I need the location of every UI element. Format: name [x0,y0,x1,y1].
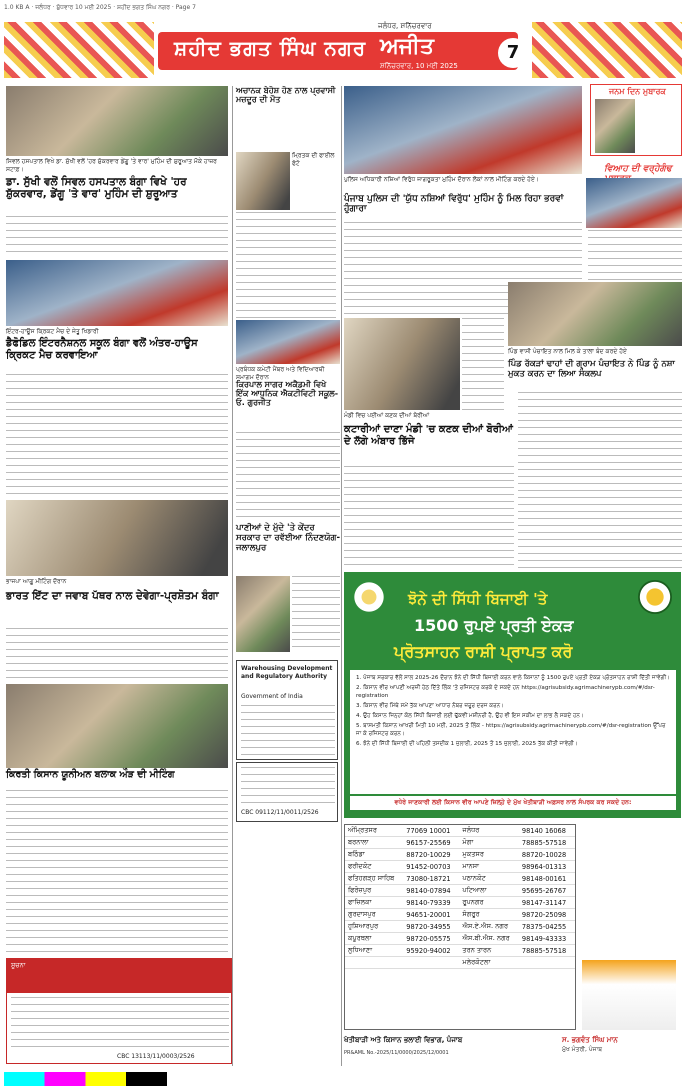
contact-district: ਮੁਕਤਸਰ [459,849,518,861]
story4-caption: ਇੰਟਰ-ਹਾਊਸ ਕ੍ਰਿਕਟ ਮੈਚ ਦੇ ਜੇਤੂ ਖਿਡਾਰੀ [6,328,99,335]
contact-phone: 98149-43333 [519,933,575,945]
photo-jalalpur [236,576,290,652]
contact-phone: 77069 10001 [403,825,459,837]
contact-row [345,825,575,837]
cm-name [562,1036,682,1054]
ad-point: 3. ਕਿਸਾਨ ਵੀਰ ਮਿੱਥੇ ਸਮੇਂ ਤੱਕ ਆਪਣਾ ਆਧਾਰ ਨੰਬਰ ਜ਼ਰੂਰ ਦਰਜ ਕਰਨ। [356,703,504,709]
public-notice-body [11,997,229,1051]
contact-row [345,885,575,897]
tender-notice-text [236,762,338,822]
contact-row [345,849,575,861]
story2-caption: ਮ੍ਰਿਤਕ ਦੀ ਫਾਈਲ ਫੋਟੋ [292,152,335,167]
contact-phone: 91452-00703 [403,861,459,873]
ad-point: 5. ਬਾਸਮਤੀ ਕਿਸਾਨ ਆਖਰੀ ਮਿਤੀ 10 ਮਈ, 2025 ਤੋਂ ਲਿੰਕ - https://agrisubsidy.agrimachinerypb.com/#/dsr-registration ਉੱਪਰ ਜਾ ਕੇ ਰਜਿਸਟਰ ਕਰਨ। [356,723,666,737]
contact-row [345,957,575,969]
contact-row [345,945,575,957]
story2-body [236,212,336,322]
story5-body [236,432,340,520]
public-notice-box [6,958,232,1064]
masthead-place: ਜਲੰਧਰ, ਸ਼ਨਿੱਚਰਵਾਰ [378,22,432,30]
contact-row [345,897,575,909]
ad-department: ਖੇਤੀਬਾੜੀ ਅਤੇ ਕਿਸਾਨ ਭਲਾਈ ਵਿਭਾਗ, ਪੰਜਾਬ [344,1036,463,1044]
contact-district: ਬਰਨਾਲਾ [345,837,403,849]
story7-caption: ਪਿੰਡ ਵਾਸੀ ਪੰਚਾਇਤ ਨਾਲ ਮਿਲ ਕੇ ਤਾਲਾ ਬੰਦ ਕਰਦੇ ਹੋਏ [508,348,627,355]
contact-row [345,921,575,933]
cm-name-text: ਸ. ਭਗਵੰਤ ਸਿੰਘ ਮਾਨ [562,1036,618,1044]
story10-headline: ਕਿਰਤੀ ਕਿਸਾਨ ਯੂਨੀਅਨ ਬਲਾਕ ਔੜ ਦੀ ਮੀਟਿੰਗ [6,769,175,780]
contact-district: ਹੁਸ਼ਿਆਰਪੁਰ [345,921,403,933]
contact-phone: 94651-20001 [403,909,459,921]
ad-point: 2. ਕਿਸਾਨ ਵੀਰ ਆਪਣੀ ਅਰਜ਼ੀ ਹੇਠ ਦਿੱਤੇ ਲਿੰਕ 'ਤੇ ਰਜਿਸਟਰ ਕਰਕੇ ਦੇ ਸਕਦੇ ਹਨ https://agrisubsidy.agrimachinerypb.com/#/dsr-registration [356,685,655,699]
ad-contact-note: ਵਧੇਰੇ ਜਾਣਕਾਰੀ ਲਈ ਕਿਸਾਨ ਵੀਰ ਆਪਣੇ ਜ਼ਿਲ੍ਹੇ ਦੇ ਮੁੱਖ ਖੇਤੀਬਾੜੀ ਅਫ਼ਸਰ ਨਾਲ ਸੰਪਰਕ ਕਰ ਸਕਦੇ ਹਨ: [350,796,676,810]
contact-district: ਰੂਪਨਗਰ [459,897,518,909]
contact-phone: 98140-07894 [403,885,459,897]
contact-district [345,957,403,969]
tender-notice-ref: CBC 09112/11/0011/2526 [241,809,319,816]
story8-body [292,576,340,652]
government-ad [344,572,681,818]
story6-body [344,466,514,570]
public-notice-title: ਸੂਚਨਾ [7,959,231,993]
story5-caption: ਪ੍ਰਬੰਧਕ ਕਮੇਟੀ ਮੈਂਬਰ ਅਤੇ ਵਿਦਿਆਰਥੀ ਸਮਾਗਮ ਦੌਰਾਨ [236,366,325,381]
contact-row [345,909,575,921]
contact-district: ਕਪੂਰਥਲਾ [345,933,403,945]
contact-row [345,861,575,873]
contact-district: ਲੁਧਿਆਣਾ [345,945,403,957]
story4-body [6,374,228,496]
photo-grain-market [344,318,460,410]
contact-district: ਤਰਨ ਤਾਰਨ [459,945,518,957]
punjab-emblem-icon [352,580,386,614]
masthead-paper-name: ਅਜੀਤ [380,34,434,59]
photo-hospital-staff [6,86,228,156]
photo-chief-minister [582,960,676,1030]
contact-district: ਮੋਗਾ [459,837,518,849]
contact-district: ਬਠਿੰਡਾ [345,849,403,861]
column4-body [588,230,682,280]
tender-notice-title: Warehousing Development and Regulatory Authority [241,665,333,680]
contact-district: ਐਸ.ਏ.ਐਸ. ਨਗਰ [459,921,518,933]
story3-headline: ਪੰਜਾਬ ਪੁਲਿਸ ਦੀ 'ਯੁੱਧ ਨਸ਼ਿਆਂ ਵਿਰੁੱਧ' ਮੁਹਿੰਮ ਨੂੰ ਮਿਲ ਰਿਹਾ ਭਰਵਾਂ ਹੁੰਗਾਰਾ [344,194,564,215]
tender-notice-subtitle: Government of India [241,693,303,700]
story8-headline: ਪਾਣੀਆਂ ਦੇ ਮੁੱਦੇ 'ਤੇ ਕੇਂਦਰ ਸਰਕਾਰ ਦਾ ਰਵੱਈਆ ਨਿੰਦਣਯੋਗ-ਜਲਾਲਪੁਰ [236,523,340,553]
contact-phone: 98720-34955 [403,921,459,933]
public-notice-ref: CBC 13113/11/0003/2526 [117,1053,195,1060]
story2-headline: ਅਚਾਨਕ ਬੇਹੋਸ਼ ਹੋਣ ਨਾਲ ਪ੍ਰਵਾਸੀ ਮਜ਼ਦੂਰ ਦੀ ਮੌਤ [236,86,336,105]
ad-title-line1: ਝੋਨੇ ਦੀ ਸਿੱਧੀ ਬਿਜਾਈ 'ਤੇ [408,590,548,608]
ad-point: 4. ਉਹ ਕਿਸਾਨ ਜਿਨ੍ਹਾਂ ਕੋਲ ਸਿੱਧੀ ਬਿਜਾਈ ਲਈ ਢੁੱਕਵੀਂ ਮਸ਼ੀਨਰੀ ਹੈ, ਉਹ ਵੀ ਇਸ ਸਕੀਮ ਦਾ ਲਾਭ ਲੈ ਸਕਦੇ ਹਨ। [356,713,584,719]
masthead-date: ਸ਼ਨਿੱਚਰਵਾਰ, 10 ਮਈ 2025 [380,62,458,70]
contact-phone: 78375-04255 [519,921,575,933]
contact-phone: 95695-26767 [519,885,575,897]
page-number: 7 [498,38,528,68]
contact-phone: 98140-79339 [403,897,459,909]
birthday-box [590,84,682,156]
ad-points-list [350,670,676,794]
story7-headline: ਪਿੰਡ ਰੱਕੜਾਂ ਢਾਹਾਂ ਦੀ ਗ੍ਰਾਮ ਪੰਚਾਇਤ ਨੇ ਪਿੰਡ ਨੂੰ ਨਸ਼ਾ ਮੁਕਤ ਕਰਨ ਦਾ ਲਿਆ ਸੰਕਲਪ [508,359,675,379]
contact-phone: 98720-25098 [519,909,575,921]
contact-district: ਜਲੰਧਰ [459,825,518,837]
contact-phone: 98140 16068 [519,825,575,837]
anniversary-title: ਵਿਆਹ ਦੀ ਵਰ੍ਹੇਗੰਢ [604,164,672,174]
contact-district: ਪਟਿਆਲਾ [459,885,518,897]
masthead [118,22,532,80]
story9-headline: ਭਾਰਤ ਇੱਟ ਦਾ ਜਵਾਬ ਪੱਥਰ ਨਾਲ ਦੇਵੇਗਾ-ਪ੍ਰਸ਼ੋਤਮ ਬੰਗਾ [6,590,219,602]
contact-district: ਫਾਜ਼ਿਲਕਾ [345,897,403,909]
column-divider [341,86,342,1066]
story10-body [6,790,228,954]
photo-village-panchayat [508,282,682,346]
contact-district: ਅੰਮ੍ਰਿਤਸਰ [345,825,403,837]
story3-caption: ਪੁਲਿਸ ਅਧਿਕਾਰੀ ਨਸ਼ਿਆਂ ਵਿਰੁੱਧ ਜਾਗਰੂਕਤਾ ਮੁਹਿੰਮ ਦੌਰਾਨ ਲੋਕਾਂ ਨਾਲ ਮੀਟਿੰਗ ਕਰਦੇ ਹੋਏ। [344,176,539,183]
story4-headline: ਡੈਫੋਡਿਲ ਇੰਟਰਨੈਸ਼ਨਲ ਸਕੂਲ ਬੰਗਾ ਵਲੋਂ ਅੰਤਰ-ਹਾਊਸ ਕ੍ਰਿਕਟ ਮੈਚ ਕਰਵਾਇਆ [6,338,198,361]
agriculture-dept-icon [638,580,672,614]
contact-phone [519,957,575,969]
story6-side-body [462,318,504,410]
story5-headline: ਕਿਰਪਾਲ ਸਾਗਰ ਅਕੈਡਮੀ ਵਿਖੇ ਇੱਕ ਆਧੁਨਿਕ ਐਕਟੀਵਿਟੀ ਸਕੂਲ-ਓ. ਗੁਰਜੀਤ [236,380,339,408]
print-meta-strip: 1.0 KB A · ਜਲੰਧਰ · ਬੁੱਧਵਾਰ 10 ਮਈ 2025 · ਸ਼ਹੀਦ ਭਗਤ ਸਿੰਘ ਨਗਰ · Page 7 [4,4,196,11]
contact-phone [403,957,459,969]
tender-notice-box [236,660,338,760]
ad-title-line3: ਪ੍ਰੋਤਸਾਹਨ ਰਾਸ਼ੀ ਪ੍ਰਾਪਤ ਕਰੋ [394,642,573,661]
birthday-title: ਜਨਮ ਦਿਨ ਮੁਬਾਰਕ [609,87,666,96]
ad-point: 1. ਪੰਜਾਬ ਸਰਕਾਰ ਵੱਲੋਂ ਸਾਲ 2025-26 ਦੌਰਾਨ ਝੋਨੇ ਦੀ ਸਿੱਧੀ ਬਿਜਾਈ ਕਰਨ ਵਾਲੇ ਕਿਸਾਨਾਂ ਨੂੰ 1500 ਰੁਪਏ ਪ੍ਰਤੀ ਏਕੜ ਪ੍ਰੋਤਸਾਹਨ ਰਾਸ਼ੀ ਦਿੱਤੀ ਜਾਵੇਗੀ। [356,675,670,681]
contact-phone: 95920-94002 [403,945,459,957]
photo-cricket-team [6,260,228,326]
contact-phone: 88720-10028 [519,849,575,861]
story1-body [6,216,228,256]
ad-point: 6. ਝੋਨੇ ਦੀ ਸਿੱਧੀ ਬਿਜਾਈ ਦੀ ਪਹਿਲੀ ਤਸਦੀਕ 1 ਜੁਲਾਈ, 2025 ਤੋਂ 15 ਜੁਲਾਈ, 2025 ਤੱਕ ਕੀਤੀ ਜਾਵੇਗੀ। [356,741,578,747]
contact-row [345,933,575,945]
contact-district: ਫਿਰੋਜ਼ਪੁਰ [345,885,403,897]
tender-notice-text-body [241,767,335,807]
contact-district: ਪਠਾਨਕੋਟ [459,873,518,885]
contact-phone: 78885-57518 [519,837,575,849]
story1-caption: ਸਿਵਲ ਹਸਪਤਾਲ ਵਿਖੇ ਡਾ. ਸੁੱਖੀ ਵਲੋਂ 'ਹਰ ਸ਼ੁੱਕਰਵਾਰ ਡੇਂਗੂ 'ਤੇ ਵਾਰ' ਮੁਹਿੰਮ ਦੀ ਸ਼ੁਰੂਆਤ ਮੌਕੇ ਹਾਜ਼ਰ ਸਟਾਫ਼। [6,158,217,173]
contact-district: ਮਾਨਸਾ [459,861,518,873]
contact-phone: 98148-00161 [519,873,575,885]
contact-phone: 98147-31147 [519,897,575,909]
cm-role-text: ਮੁੱਖ ਮੰਤਰੀ, ਪੰਜਾਬ [562,1046,603,1053]
photo-anniversary-couple [586,178,682,228]
ad-title-line2: 1500 ਰੁਪਏ ਪ੍ਰਤੀ ਏਕੜ [414,616,574,635]
contact-row [345,873,575,885]
contact-district: ਫਤਿਹਗੜ੍ਹ ਸਾਹਿਬ [345,873,403,885]
story6-headline: ਕਟਾਰੀਆਂ ਦਾਣਾ ਮੰਡੀ 'ਚ ਕਣਕ ਦੀਆਂ ਬੋਰੀਆਂ ਦੇ ਲੱਗੇ ਅੰਬਾਰ ਭਿੱਜੇ [344,424,513,447]
contact-phone: 96157-25569 [403,837,459,849]
ad-reference-number: PR&AML No.-2025/11/0000/2025/12/0001 [344,1050,449,1056]
district-contacts-table [344,824,576,1030]
photo-kisan-union [6,684,228,768]
story7-body [518,392,682,570]
photo-police-meeting [344,86,582,174]
contact-phone: 73080-18721 [403,873,459,885]
column-divider [232,86,233,1066]
tender-notice-body [241,705,335,757]
contact-phone: 78885-57518 [519,945,575,957]
photo-bjp-meeting [6,500,228,576]
contact-district: ਫਰੀਦਕੋਟ [345,861,403,873]
contact-district: ਐਸ.ਬੀ.ਐਸ. ਨਗਰ [459,933,518,945]
contact-district: ਮਲੇਰਕੋਟਲਾ [459,957,518,969]
photo-birthday-child [595,99,635,153]
story1-headline: ਡਾ. ਸੁੱਖੀ ਵਲੋਂ ਸਿਵਲ ਹਸਪਤਾਲ ਬੰਗਾ ਵਿਖੇ 'ਹਰ ਸ਼ੁੱਕਰਵਾਰ, ਡੇਂਗੂ 'ਤੇ ਵਾਰ' ਮੁਹਿੰਮ ਦੀ ਸ਼ੁਰੂਆਤ [6,176,187,201]
story9-caption: ਭਾਜਪਾ ਆਗੂ ਮੀਟਿੰਗ ਦੌਰਾਨ [6,578,67,585]
contact-district: ਗੁਰਦਾਸਪੁਰ [345,909,403,921]
print-color-bar [4,1072,683,1086]
contact-phone: 88720-10029 [403,849,459,861]
photo-deceased [236,152,290,210]
contact-phone: 98964-01313 [519,861,575,873]
masthead-decoration-right [532,22,682,78]
contact-phone: 98720-05575 [403,933,459,945]
photo-academy-students [236,320,340,364]
contact-row [345,837,575,849]
story6-caption: ਮੰਡੀ ਵਿਚ ਪਈਆਂ ਕਣਕ ਦੀਆਂ ਬੋਰੀਆਂ [344,412,430,419]
masthead-section-title: ਸ਼ਹੀਦ ਭਗਤ ਸਿੰਘ ਨਗਰ [174,36,367,60]
contact-district: ਸੰਗਰੂਰ [459,909,518,921]
story9-body [6,628,228,680]
